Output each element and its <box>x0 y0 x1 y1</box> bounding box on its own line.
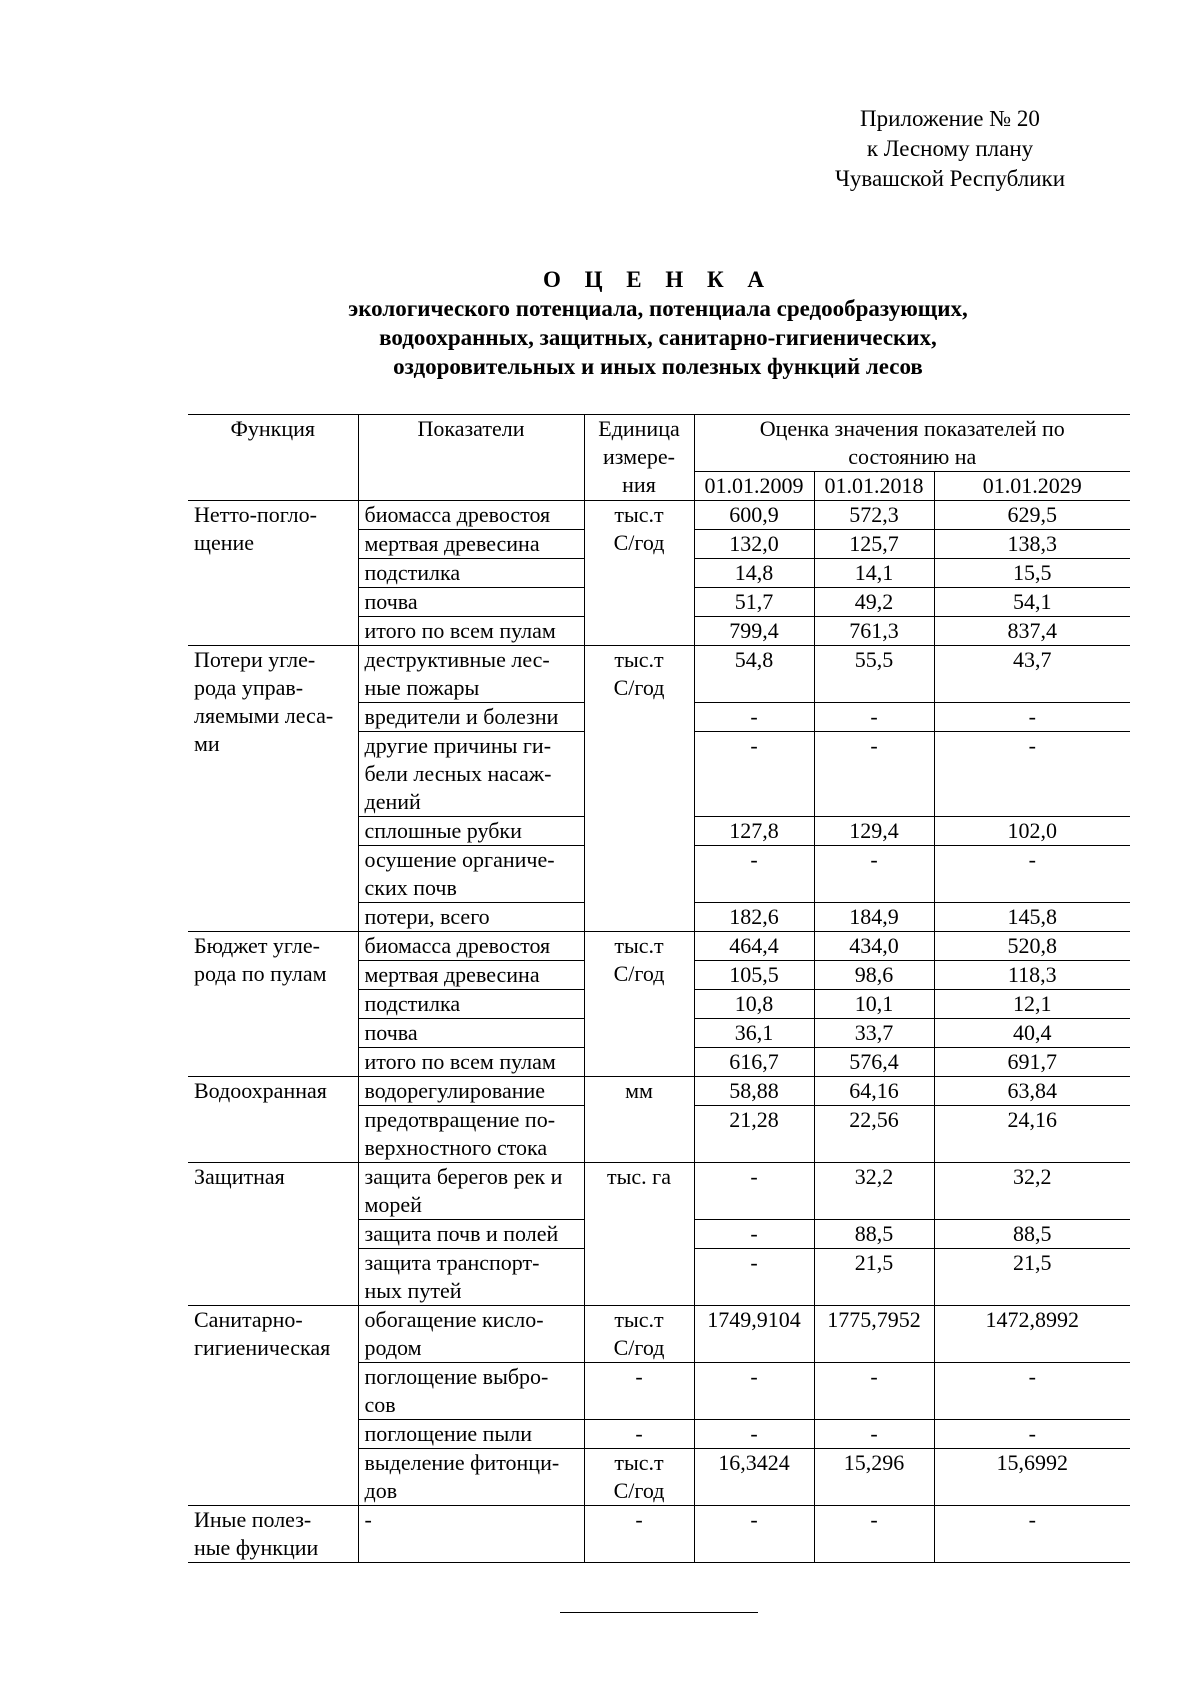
function-line: Защитная <box>194 1164 285 1189</box>
indicator-cell <box>358 501 584 530</box>
unit-line: С/год <box>613 530 665 555</box>
value-cell: 138,3 <box>934 530 1130 559</box>
function-line: ми <box>194 731 220 756</box>
value-cell: 40,4 <box>934 1019 1130 1048</box>
header-indicators: Показатели <box>358 415 584 501</box>
function-cell <box>188 646 358 932</box>
title-line-3: оздоровительных и иных полезных функций лесов <box>393 354 923 379</box>
value-cell: 464,4 <box>694 932 814 961</box>
indicator-line: дов <box>364 1478 398 1503</box>
function-line: рода по пулам <box>194 961 327 986</box>
indicator-line: потери, всего <box>364 904 490 929</box>
value-cell: 184,9 <box>814 903 934 932</box>
value-cell: 33,7 <box>814 1019 934 1048</box>
unit-line: - <box>635 1364 643 1389</box>
value-cell: 145,8 <box>934 903 1130 932</box>
unit-line: тыс.т <box>614 502 664 527</box>
value-cell: 49,2 <box>814 588 934 617</box>
unit-cell <box>584 1363 694 1420</box>
value-cell: 15,6992 <box>934 1449 1130 1506</box>
table-row <box>188 1077 1130 1106</box>
header-unit <box>584 415 694 501</box>
table-row <box>188 646 1130 703</box>
value-cell: 127,8 <box>694 817 814 846</box>
value-cell: - <box>934 1363 1130 1420</box>
header-estimate-line: состоянию на <box>848 444 977 469</box>
value-cell: - <box>694 846 814 903</box>
value-cell: 24,16 <box>934 1106 1130 1163</box>
title-line-2: водоохранных, защитных, санитарно-гигиенических, <box>379 325 937 350</box>
unit-line: С/год <box>613 1478 665 1503</box>
value-cell: 520,8 <box>934 932 1130 961</box>
value-cell: 837,4 <box>934 617 1130 646</box>
value-cell: 132,0 <box>694 530 814 559</box>
indicator-line: защита берегов рек и <box>364 1164 563 1189</box>
indicator-cell <box>358 732 584 817</box>
indicator-line: осушение органиче- <box>364 847 555 872</box>
function-line: Иные полез- <box>194 1507 312 1532</box>
value-cell: 105,5 <box>694 961 814 990</box>
value-cell: 1749,9104 <box>694 1306 814 1363</box>
indicator-cell <box>358 703 584 732</box>
value-cell: 58,88 <box>694 1077 814 1106</box>
title-line-1: экологического потенциала, потенциала средообразующих, <box>348 296 968 321</box>
indicator-cell <box>358 990 584 1019</box>
unit-line: С/год <box>613 1335 665 1360</box>
value-cell: - <box>694 1420 814 1449</box>
indicator-cell <box>358 1163 584 1220</box>
header-date: 01.01.2018 <box>814 472 934 501</box>
indicator-line: итого по всем пулам <box>364 1049 556 1074</box>
value-cell: 14,1 <box>814 559 934 588</box>
value-cell: - <box>814 703 934 732</box>
indicator-line: морей <box>364 1192 422 1217</box>
function-line: ляемыми леса- <box>194 703 334 728</box>
header-row <box>188 415 1130 472</box>
indicator-line: почва <box>364 1020 418 1045</box>
value-cell: 21,5 <box>814 1249 934 1306</box>
value-cell: 1775,7952 <box>814 1306 934 1363</box>
indicator-line: мертвая древесина <box>364 962 540 987</box>
value-cell: 54,1 <box>934 588 1130 617</box>
indicator-cell <box>358 846 584 903</box>
unit-cell <box>584 1420 694 1449</box>
value-cell: 629,5 <box>934 501 1130 530</box>
indicator-line: деструктивные лес- <box>364 647 550 672</box>
indicator-line: сплошные рубки <box>364 818 522 843</box>
value-cell: - <box>814 732 934 817</box>
unit-line: С/год <box>613 961 665 986</box>
value-cell: - <box>694 1506 814 1563</box>
function-cell <box>188 1077 358 1163</box>
function-line: гигиеническая <box>194 1335 331 1360</box>
function-line: ные функции <box>194 1535 319 1560</box>
unit-cell <box>584 1077 694 1163</box>
indicator-cell <box>358 932 584 961</box>
document-title <box>188 265 1128 381</box>
indicator-cell <box>358 588 584 617</box>
value-cell: 576,4 <box>814 1048 934 1077</box>
unit-cell <box>584 646 694 932</box>
unit-line: тыс.т <box>614 1450 664 1475</box>
unit-cell <box>584 1306 694 1363</box>
annex-line-1: Приложение № 20 <box>860 106 1040 131</box>
function-line: Потери угле- <box>194 647 316 672</box>
unit-cell <box>584 1506 694 1563</box>
function-cell <box>188 1506 358 1563</box>
indicator-cell <box>358 1220 584 1249</box>
indicator-line: биомасса древостоя <box>364 502 551 527</box>
value-cell: 102,0 <box>934 817 1130 846</box>
header-unit-line: измере- <box>603 444 675 469</box>
indicator-line: ные пожары <box>364 675 480 700</box>
value-cell: 572,3 <box>814 501 934 530</box>
indicator-line: верхностного стока <box>364 1135 548 1160</box>
value-cell: 88,5 <box>934 1220 1130 1249</box>
unit-cell <box>584 501 694 646</box>
indicator-line: защита транспорт- <box>364 1250 540 1275</box>
function-cell <box>188 501 358 646</box>
value-cell: 616,7 <box>694 1048 814 1077</box>
indicator-cell <box>358 817 584 846</box>
indicator-cell <box>358 1306 584 1363</box>
value-cell: - <box>934 1420 1130 1449</box>
indicator-line: почва <box>364 589 418 614</box>
function-line: Нетто-погло- <box>194 502 317 527</box>
indicator-cell <box>358 1420 584 1449</box>
function-cell <box>188 1163 358 1306</box>
value-cell: - <box>934 846 1130 903</box>
indicator-cell <box>358 1363 584 1420</box>
unit-cell <box>584 1449 694 1506</box>
function-cell <box>188 1306 358 1506</box>
indicator-line: - <box>364 1507 372 1532</box>
value-cell: 63,84 <box>934 1077 1130 1106</box>
indicator-cell <box>358 617 584 646</box>
bottom-rule <box>560 1612 758 1613</box>
unit-line: - <box>635 1507 643 1532</box>
header-function: Функция <box>188 415 358 501</box>
value-cell: 15,5 <box>934 559 1130 588</box>
unit-line: тыс.т <box>614 647 664 672</box>
value-cell: 98,6 <box>814 961 934 990</box>
indicator-cell <box>358 961 584 990</box>
header-date: 01.01.2009 <box>694 472 814 501</box>
indicator-cell <box>358 1077 584 1106</box>
title-word: О Ц Е Н К А <box>542 267 774 292</box>
indicator-cell <box>358 530 584 559</box>
unit-line: С/год <box>613 675 665 700</box>
value-cell: 799,4 <box>694 617 814 646</box>
unit-line: тыс.т <box>614 1307 664 1332</box>
value-cell: - <box>934 1506 1130 1563</box>
value-cell: - <box>694 1249 814 1306</box>
indicator-cell <box>358 1048 584 1077</box>
value-cell: 118,3 <box>934 961 1130 990</box>
value-cell: - <box>814 1506 934 1563</box>
unit-line: мм <box>625 1078 653 1103</box>
value-cell: 12,1 <box>934 990 1130 1019</box>
annex-line-2: к Лесному плану <box>866 136 1034 161</box>
indicator-line: поглощение пыли <box>364 1421 532 1446</box>
indicator-line: предотвращение по- <box>364 1107 556 1132</box>
header-unit-line: ния <box>622 472 656 497</box>
indicator-cell <box>358 1019 584 1048</box>
unit-cell <box>584 932 694 1077</box>
table-row <box>188 1163 1130 1220</box>
indicator-line: мертвая древесина <box>364 531 540 556</box>
value-cell: 600,9 <box>694 501 814 530</box>
indicator-line: ских почв <box>364 875 457 900</box>
indicator-line: поглощение выбро- <box>364 1364 549 1389</box>
value-cell: - <box>934 732 1130 817</box>
header-unit-line: Единица <box>598 416 680 441</box>
unit-line: тыс.т <box>614 933 664 958</box>
indicator-line: биомасса древостоя <box>364 933 551 958</box>
header-date: 01.01.2029 <box>934 472 1130 501</box>
unit-line: тыс. га <box>607 1164 671 1189</box>
value-cell: 129,4 <box>814 817 934 846</box>
value-cell: 22,56 <box>814 1106 934 1163</box>
value-cell: 10,1 <box>814 990 934 1019</box>
value-cell: 64,16 <box>814 1077 934 1106</box>
indicator-cell <box>358 903 584 932</box>
indicator-line: вредители и болезни <box>364 704 559 729</box>
indicator-line: защита почв и полей <box>364 1221 559 1246</box>
value-cell: 10,8 <box>694 990 814 1019</box>
table-row <box>188 501 1130 530</box>
indicator-cell <box>358 1506 584 1563</box>
indicator-cell <box>358 646 584 703</box>
indicator-line: сов <box>364 1392 396 1417</box>
value-cell: 36,1 <box>694 1019 814 1048</box>
value-cell: 125,7 <box>814 530 934 559</box>
value-cell: 21,28 <box>694 1106 814 1163</box>
value-cell: 434,0 <box>814 932 934 961</box>
indicator-line: обогащение кисло- <box>364 1307 544 1332</box>
indicator-cell <box>358 1449 584 1506</box>
value-cell: 14,8 <box>694 559 814 588</box>
annex-line-3: Чувашской Республики <box>834 166 1066 191</box>
value-cell: 1472,8992 <box>934 1306 1130 1363</box>
table-row <box>188 1506 1130 1563</box>
indicator-line: родом <box>364 1335 422 1360</box>
indicator-line: ных путей <box>364 1278 462 1303</box>
value-cell: - <box>694 732 814 817</box>
value-cell: 43,7 <box>934 646 1130 703</box>
value-cell: 88,5 <box>814 1220 934 1249</box>
function-line: Водоохранная <box>194 1078 327 1103</box>
function-line: щение <box>194 530 255 555</box>
indicator-cell <box>358 559 584 588</box>
value-cell: 32,2 <box>934 1163 1130 1220</box>
indicator-line: бели лесных насаж- <box>364 761 552 786</box>
header-estimate <box>694 415 1130 472</box>
value-cell: - <box>934 703 1130 732</box>
value-cell: - <box>814 1363 934 1420</box>
value-cell: 32,2 <box>814 1163 934 1220</box>
unit-cell <box>584 1163 694 1306</box>
indicator-cell <box>358 1106 584 1163</box>
annex-note <box>800 104 1100 194</box>
value-cell: - <box>694 1163 814 1220</box>
assessment-table <box>188 414 1130 1563</box>
table-body <box>188 501 1130 1563</box>
value-cell: - <box>694 1363 814 1420</box>
table-row <box>188 1306 1130 1363</box>
value-cell: - <box>814 1420 934 1449</box>
function-line: Бюджет угле- <box>194 933 320 958</box>
unit-line: - <box>635 1421 643 1446</box>
value-cell: 761,3 <box>814 617 934 646</box>
value-cell: 51,7 <box>694 588 814 617</box>
value-cell: 54,8 <box>694 646 814 703</box>
indicator-line: подстилка <box>364 560 461 585</box>
value-cell: - <box>694 703 814 732</box>
indicator-line: дений <box>364 789 421 814</box>
value-cell: 21,5 <box>934 1249 1130 1306</box>
indicator-line: итого по всем пулам <box>364 618 556 643</box>
table-row <box>188 932 1130 961</box>
value-cell: 182,6 <box>694 903 814 932</box>
function-cell <box>188 932 358 1077</box>
value-cell: 55,5 <box>814 646 934 703</box>
header-estimate-line: Оценка значения показателей по <box>759 416 1065 441</box>
indicator-line: другие причины ги- <box>364 733 552 758</box>
value-cell: - <box>694 1220 814 1249</box>
value-cell: - <box>814 846 934 903</box>
value-cell: 16,3424 <box>694 1449 814 1506</box>
indicator-line: водорегулирование <box>364 1078 546 1103</box>
function-line: рода управ- <box>194 675 304 700</box>
indicator-line: подстилка <box>364 991 461 1016</box>
indicator-cell <box>358 1249 584 1306</box>
indicator-line: выделение фитонци- <box>364 1450 560 1475</box>
function-line: Санитарно- <box>194 1307 303 1332</box>
value-cell: 691,7 <box>934 1048 1130 1077</box>
value-cell: 15,296 <box>814 1449 934 1506</box>
